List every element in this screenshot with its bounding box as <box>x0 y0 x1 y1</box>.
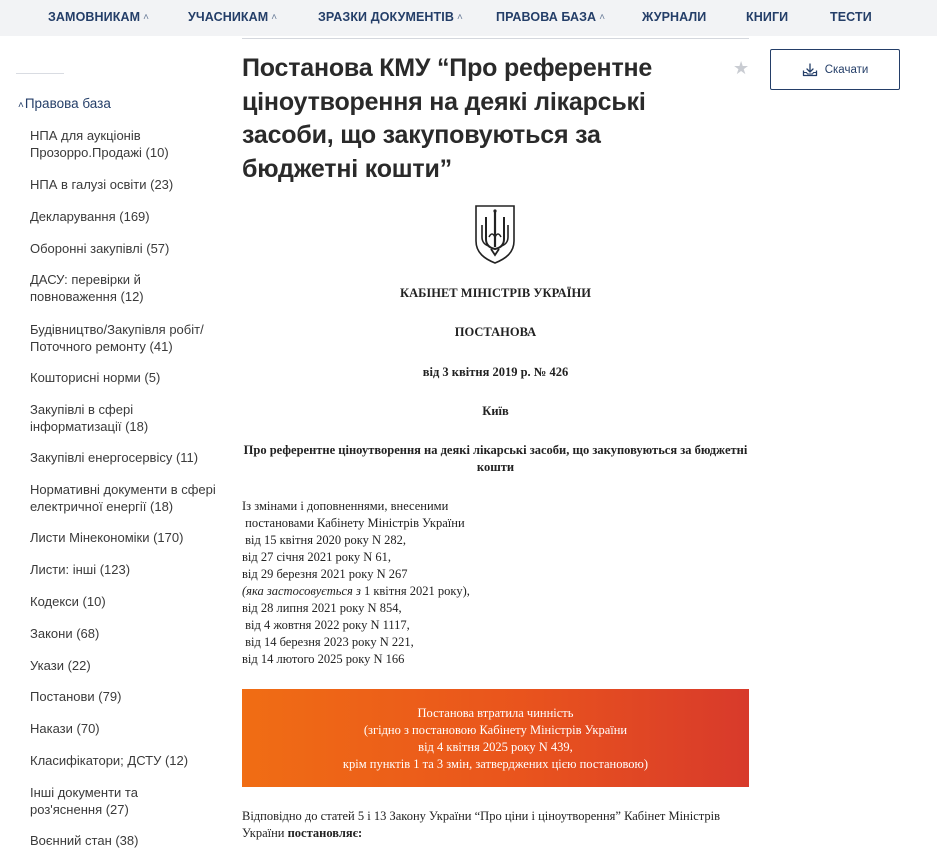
nav-item-label: ПРАВОВА БАЗА <box>496 10 597 24</box>
amendment-line: від 29 березня 2021 року N 267 <box>242 567 408 581</box>
preamble-paragraph <box>242 808 749 842</box>
sidebar-item[interactable]: НПА в галузі освіти (23) <box>30 177 174 192</box>
amendment-line: від 28 липня 2021 року N 854, <box>242 601 402 615</box>
expired-notice-banner <box>242 689 749 787</box>
sidebar-item[interactable]: Закони (68) <box>30 626 100 641</box>
sidebar-item[interactable]: Нормативні документи в сфері електричної енергії (18) <box>30 482 216 514</box>
page-title: Постанова КМУ “Про референтне ціноутворення на деякі лікарські засоби, що закуповуються за бюджетні кошти” <box>242 54 653 183</box>
amendment-line: 1 квітня 2021 року), <box>360 584 470 598</box>
sidebar-item[interactable]: НПА для аукціонів Прозорро.Продажі (10) <box>30 128 169 160</box>
coat-of-arms-icon <box>473 203 517 265</box>
amendment-line: від 15 квітня 2020 року N 282, <box>242 533 407 547</box>
notice-line: (згідно з постановою Кабінету Міністрів України <box>363 723 628 737</box>
document-date: від 3 квітня 2019 р. № 426 <box>422 365 569 379</box>
sidebar-item[interactable]: Закупівлі в сфері інформатизації (18) <box>30 402 149 434</box>
document-type: ПОСТАНОВА <box>454 325 537 339</box>
nav-item-knyhy[interactable] <box>746 10 788 24</box>
document-subject: Про референтне ціноутворення на деякі лікарські засоби, що закуповуються за бюджетні кошти <box>243 443 748 474</box>
amendment-line: Із змінами і доповненнями, внесеними <box>242 499 449 513</box>
nav-item-label: ТЕСТИ <box>830 10 872 24</box>
sidebar-item[interactable]: Закупівлі енергосервісу (11) <box>30 450 199 465</box>
chevron-up-icon: ˄ <box>599 12 606 23</box>
notice-line: Постанова втратила чинність <box>417 706 574 720</box>
issuer: КАБІНЕТ МІНІСТРІВ УКРАЇНИ <box>400 286 591 300</box>
sidebar-item[interactable]: Воєнний стан (38) <box>30 833 139 848</box>
download-icon <box>802 63 818 77</box>
star-icon[interactable]: ★ <box>733 58 750 78</box>
nav-item-uchasnykam[interactable] <box>188 10 277 24</box>
nav-item-label: УЧАСНИКАМ <box>188 10 269 24</box>
amendment-line: від 14 лютого 2025 року N 166 <box>242 652 405 666</box>
sidebar-item[interactable]: Укази (22) <box>30 658 91 673</box>
amendment-line: постановами Кабінету Міністрів України <box>242 516 465 530</box>
nav-item-zrazky-dokumentiv[interactable] <box>318 10 463 24</box>
download-button-label: Скачати <box>824 63 869 76</box>
nav-item-zhurnaly[interactable] <box>642 10 706 24</box>
chevron-up-icon: ˄ <box>271 12 278 23</box>
document-city: Київ <box>482 404 509 418</box>
sidebar-item[interactable]: Накази (70) <box>30 721 100 736</box>
nav-item-label: ЖУРНАЛИ <box>642 10 707 24</box>
sidebar-item[interactable]: Декларування (169) <box>30 209 150 224</box>
preamble-bold: постановляє: <box>287 826 363 840</box>
sidebar-item[interactable]: Інші документи та роз'яснення (27) <box>30 785 138 817</box>
nav-item-label: КНИГИ <box>746 10 789 24</box>
notice-line: від 4 квітня 2025 року N 439, <box>418 740 573 754</box>
sidebar-item[interactable]: Постанови (79) <box>30 689 122 704</box>
chevron-up-icon: ˄ <box>18 100 24 111</box>
sidebar-item[interactable]: Листи Мінекономіки (170) <box>30 530 184 545</box>
nav-item-zamovnykam[interactable] <box>48 10 149 24</box>
chevron-up-icon: ˄ <box>143 12 150 23</box>
notice-line: крім пунктів 1 та 3 змін, затверджених цією постановою) <box>342 757 649 771</box>
download-button[interactable] <box>770 49 900 90</box>
sidebar-item[interactable]: ДАСУ: перевірки й повноваження (12) <box>30 272 144 304</box>
amendment-line: від 4 жовтня 2022 року N 1117, <box>242 618 410 632</box>
sidebar-item[interactable]: Оборонні закупівлі (57) <box>30 241 170 256</box>
top-navigation <box>0 0 937 36</box>
sidebar-item[interactable]: Кодекси (10) <box>30 594 106 609</box>
sidebar-item[interactable]: Листи: інші (123) <box>30 562 131 577</box>
sidebar-heading-pravova-baza[interactable] <box>18 96 111 111</box>
sidebar-item[interactable]: Кошторисні норми (5) <box>30 370 161 385</box>
nav-item-pravova-baza[interactable] <box>496 10 605 24</box>
nav-item-label: ЗАМОВНИКАМ <box>48 10 141 24</box>
sidebar-divider <box>16 73 64 74</box>
content-top-divider <box>242 38 749 39</box>
sidebar-item[interactable]: Будівництво/Закупівля робіт/ Поточного ремонту (41) <box>30 322 204 354</box>
chevron-up-icon: ˄ <box>456 12 463 23</box>
amendment-line: від 14 березня 2023 року N 221, <box>242 635 414 649</box>
preamble-text: Відповідно до статей 5 і 13 Закону України “Про ціни і ціноутворення” Кабінет Міністрів України <box>242 809 721 840</box>
nav-item-testy[interactable] <box>830 10 872 24</box>
sidebar-item[interactable]: Класифікатори; ДСТУ (12) <box>30 753 189 768</box>
sidebar-heading-label: Правова база <box>24 96 111 111</box>
nav-item-label: ЗРАЗКИ ДОКУМЕНТІВ <box>318 10 454 24</box>
amendment-line: від 27 січня 2021 року N 61, <box>242 550 392 564</box>
amendments-list <box>242 498 470 668</box>
amendment-note: (яка застосовується з <box>242 584 361 598</box>
